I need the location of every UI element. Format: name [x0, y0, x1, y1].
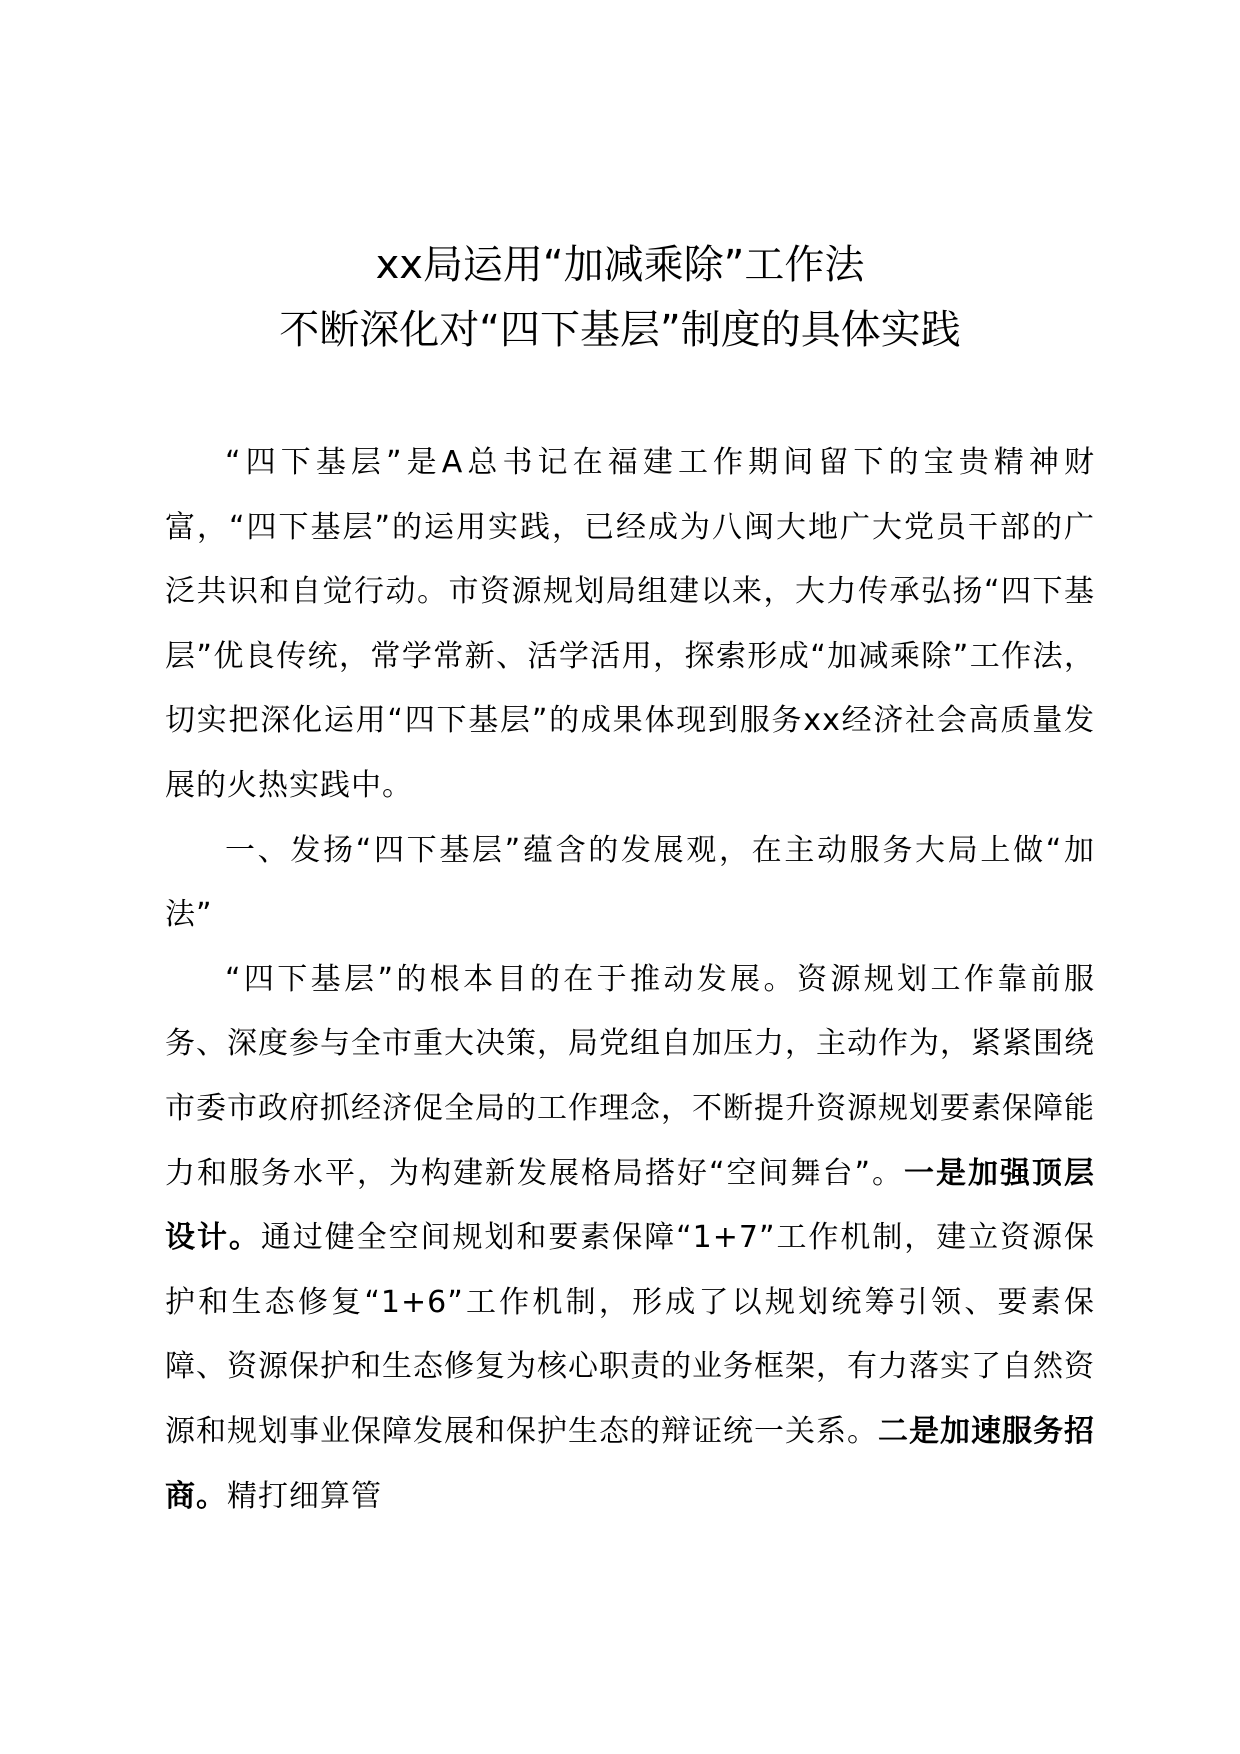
- paragraph-section-1: [165, 948, 1095, 1529]
- paragraph-text: “四下基层”的根本目的在于推动发展。资源规划工作靠前服务、深度参与全市重大决策，局党组自加压力，主动作为，紧紧围绕市委市政府抓经济促全局的工作理念，不断提升资源规划要素保障能力和服务水平，为构建新发展格局搭好“空间舞台”。: [165, 961, 1095, 1191]
- document-title-line-1: xx局运用“加减乘除”工作法: [375, 242, 865, 288]
- paragraph-intro: “四下基层”是A总书记在福建工作期间留下的宝贵精神财富，“四下基层”的运用实践，已经成为八闽大地广大党员干部的广泛共识和自觉行动。市资源规划局组建以来，大力传承弘扬“四下基层”优良传统，常学常新、活学活用，探索形成“加减乘除”工作法，切实把深化运用“四下基层”的成果体现到服务xx经济社会高质量发展的火热实践中。: [165, 445, 1095, 803]
- document-title-line-2: 不断深化对“四下基层”制度的具体实践: [279, 307, 961, 353]
- bold-point-2: 二是加速服务招商。: [165, 1413, 1095, 1514]
- paragraph-text: 精打细算管: [227, 1478, 382, 1514]
- document-body: [165, 431, 1095, 1529]
- paragraph-text: 通过健全空间规划和要素保障“1+7”工作机制，建立资源保护和生态修复“1+6”工作机制，形成了以规划统筹引领、要素保障、资源保护和生态修复为核心职责的业务框架，有力落实了自然资源和规划事业保障发展和保护生态的辩证统一关系。: [165, 1220, 1095, 1449]
- bold-point-1: 一是加强顶层设计。: [165, 1155, 1095, 1256]
- section-heading-1: 一、发扬“四下基层”蕴含的发展观，在主动服务大局上做“加法”: [165, 832, 1095, 933]
